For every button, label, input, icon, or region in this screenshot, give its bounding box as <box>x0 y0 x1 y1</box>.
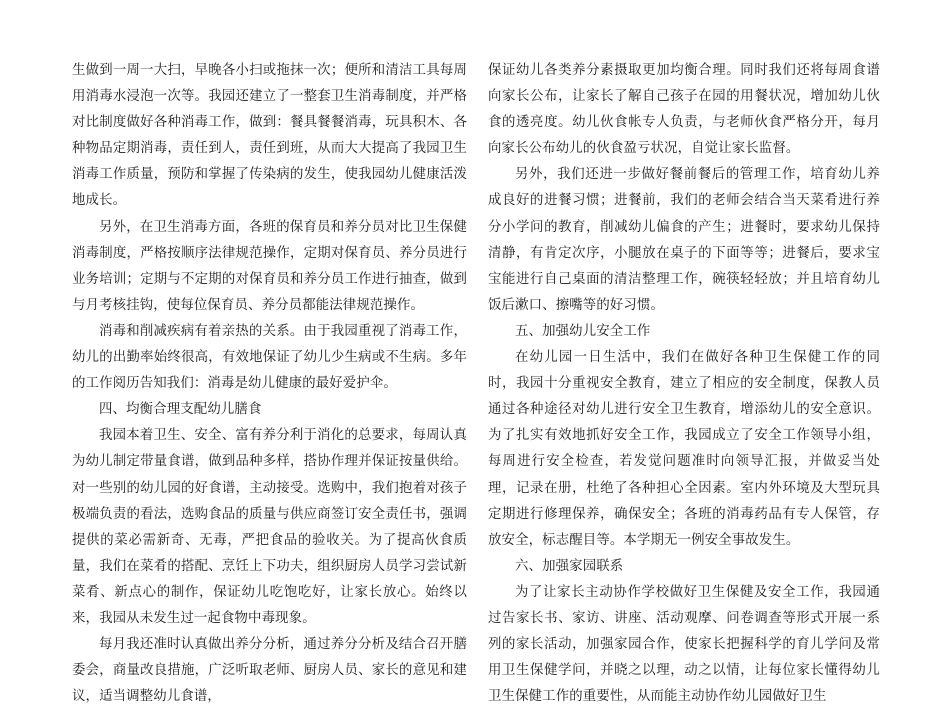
paragraph: 生做到一周一大扫，早晚各小扫或拖抹一次；便所和清洁工具每周用消毒水浸泡一次等。我园还建立了一整套卫生消毒制度，并严格对比制度做好各种消毒工作，做到：餐具餐餐消毒，玩具积木、各种物品定期消毒，责任到人，责任到班，从而大大提高了我园卫生消毒工作质量，预防和掌握了传染病的发生，使我园幼儿健康活泼地成长。 <box>72 63 467 209</box>
paragraph: 在幼儿园一日生活中，我们在做好各种卫生保健工作的同时，我园十分重视安全教育，建立了相应的安全制度，保教人员通过各种途径对幼儿进行安全卫生教育，增添幼儿的安全意识。为了扎实有效地抓好安全工作，我园成立了安全工作领导小组，每周进行安全检查，若发觉问题准时向领导汇报，并做妥当处理，记录在册，杜绝了各种担心全因素。室内外环境及大型玩具定期进行修理保养，确保安全；各班的消毒药品有专人保管，存放安全，标志醒目等。本学期无一例安全事故发生。 <box>488 350 880 548</box>
paragraph: 另外，我们还进一步做好餐前餐后的管理工作，培育幼儿养成良好的进餐习惯；进餐前，我们的老师会结合当天菜肴进行养分小学问的教育，削减幼儿偏食的产生；进餐时，要求幼儿保持清静，有肯定次序，小腿放在桌子的下面等等；进餐后，要求宝宝能进行自己桌面的清洁整理工作，碗筷轻轻放；并且培育幼儿饭后漱口、擦嘴等的好习惯。 <box>488 167 880 313</box>
paragraph: 六、加强家园联系 <box>515 558 624 574</box>
right-column <box>488 58 880 710</box>
paragraph: 四、均衡合理支配幼儿膳食 <box>99 402 262 418</box>
paragraph: 每月我还准时认真做出养分分析，通过养分分析及结合召开膳委会，商量改良措施，广泛听取老师、厨房人员、家长的意见和建议，适当调整幼儿食谱， <box>72 637 467 705</box>
left-column <box>72 58 467 710</box>
paragraph: 我园本着卫生、安全、富有养分利于消化的总要求，每周认真为幼儿制定带量食谱，做到品种多样，搭协作理并保证按量供给。对一些别的幼儿园的好食谱，主动接受。选购中，我们抱着对孩子极端负责的看法，选购食品的质量与供应商签订安全责任书，强调提供的菜必需新奇、无毒，严把食品的验收关。为了提高伙食质量，我们在菜肴的搭配、烹饪上下功夫，组织厨房人员学习尝试新菜肴、新点心的制作，保证幼儿吃饱吃好，让家长放心。始终以来，我园从未发生过一起食物中毒现象。 <box>72 428 467 626</box>
paragraph: 保证幼儿各类养分素摄取更加均衡合理。同时我们还将每周食谱向家长公布，让家长了解自己孩子在园的用餐状况，增加幼儿伙食的透亮度。幼儿伙食帐专人负责，与老师伙食严格分开，每月向家长公布幼儿的伙食盈亏状况，自觉让家长监督。 <box>488 63 880 157</box>
paragraph: 为了让家长主动协作学校做好卫生保健及安全工作，我园通过告家长书、家访、讲座、活动观摩、问卷调查等形式开展一系列的家长活动，加强家园合作，使家长把握科学的育儿学问及常用卫生保健学问，并晓之以理，动之以情，让每位家长懂得幼儿卫生保健工作的重要性，从而能主动协作幼儿园做好卫生 <box>488 584 880 705</box>
paragraph: 另外，在卫生消毒方面，各班的保育员和养分员对比卫生保健消毒制度，严格按顺序法律规范操作，定期对保育员、养分员进行业务培训；定期与不定期的对保育员和养分员工作进行抽查，做到与月考核挂钩，使每位保育员、养分员都能法律规范操作。 <box>72 219 467 313</box>
paragraph: 消毒和削减疾病有着亲热的关系。由于我园重视了消毒工作，幼儿的出勤率始终很高，有效地保证了幼儿少生病或不生病。多年的工作阅历告知我们：消毒是幼儿健康的最好爱护伞。 <box>72 323 467 392</box>
paragraph: 五、加强幼儿安全工作 <box>515 323 651 339</box>
